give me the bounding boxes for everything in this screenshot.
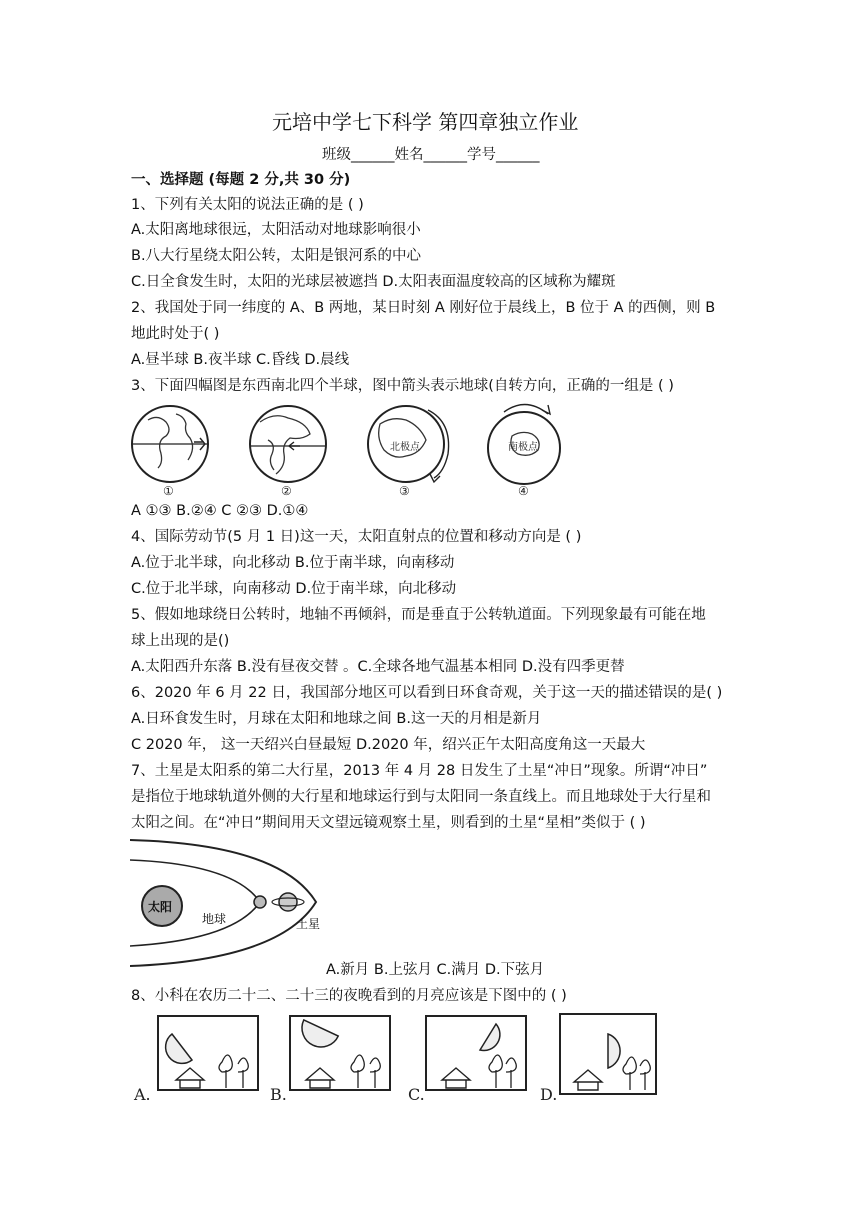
- fig-label-3: ③: [399, 484, 410, 498]
- fig3-north-pole-label: 北极点: [390, 442, 420, 453]
- moon-c-icon: [480, 1024, 500, 1050]
- q6-stem: 6、2020 年 6 月 22 日，我国部分地区可以看到日环食奇观，关于这一天的描述错误的是( ): [131, 685, 723, 701]
- q7-line2: 是指位于地球轨道外侧的大行星和地球运行到与太阳同一条直线上。而且地球处于大行星和: [131, 789, 711, 805]
- q1-option-b: B.八大行星绕太阳公转，太阳是银河系的中心: [131, 248, 422, 264]
- moon-b-icon: [296, 1020, 338, 1053]
- q3-stem: 3、下面四幅图是东西南北四个半球，图中箭头表示地球(自转方向，正确的一组是 ( ): [131, 378, 674, 394]
- q7-line1: 7、土星是太阳系的第二大行星，2013 年 4 月 28 日发生了土星“冲日”现象。所谓“冲日”: [131, 763, 708, 779]
- moon-scene-a: [133, 1016, 258, 1104]
- q2-options: A.昼半球 B.夜半球 C.昏线 D.晨线: [131, 352, 350, 368]
- q4-options-ab: A.位于北半球，向北移动 B.位于南半球，向南移动: [131, 555, 455, 571]
- moon-scene-b: [270, 1016, 390, 1104]
- q6-options-cd: C 2020 年， 这一天绍兴白昼最短 D.2020 年，绍兴正午太阳高度角这一天最大: [131, 737, 646, 753]
- fig-saturn-label: 土星: [296, 917, 321, 931]
- q1-option-a: A.太阳离地球很远，太阳活动对地球影响很小: [131, 222, 421, 238]
- fig-sun-label: 太阳: [148, 900, 173, 914]
- hemisphere-3-figure: [368, 406, 449, 498]
- scene-label-b: B.: [270, 1085, 287, 1104]
- fig-label-2: ②: [281, 484, 292, 498]
- hemisphere-1-figure: [132, 406, 208, 498]
- q5-options: A.太阳西升东落 B.没有昼夜交替 。C.全球各地气温基本相同 D.没有四季更替: [131, 659, 625, 675]
- q5-stem-line2: 球上出现的是(): [131, 633, 230, 649]
- scene-label-c: C.: [408, 1085, 425, 1104]
- fig-label-4: ④: [518, 484, 529, 498]
- q5-stem-line1: 5、假如地球绕日公转时，地轴不再倾斜，而是垂直于公转轨道面。下列现象最有可能在地: [131, 607, 706, 623]
- student-info: 班级______姓名______学号______: [322, 147, 540, 163]
- moon-scene-c: [408, 1016, 526, 1104]
- moon-scene-d: [540, 1014, 656, 1104]
- scene-label-a: A.: [134, 1085, 151, 1104]
- moon-d-icon: [608, 1034, 620, 1068]
- q7-options: A.新月 B.上弦月 C.满月 D.下弦月: [326, 962, 545, 978]
- q8-stem: 8、小科在农历二十二、二十三的夜晚看到的月亮应该是下图中的 ( ): [131, 988, 567, 1004]
- page-title: 元培中学七下科学 第四章独立作业: [272, 110, 579, 134]
- q2-stem-line2: 地此时处于( ): [131, 326, 220, 342]
- fig-label-1: ①: [163, 484, 174, 498]
- moon-a-icon: [166, 1034, 192, 1063]
- saturn-icon: [279, 893, 297, 911]
- q8-moon-scenes-figure: [130, 1010, 670, 1105]
- hemisphere-4-figure: [488, 404, 560, 498]
- q4-stem: 4、国际劳动节(5 月 1 日)这一天，太阳直射点的位置和移动方向是 ( ): [131, 529, 582, 545]
- q3-hemispheres-figure: [128, 402, 578, 500]
- section-heading: 一、选择题 (每题 2 分,共 30 分): [131, 172, 351, 188]
- q7-line3: 太阳之间。在“冲日”期间用天文望远镜观察土星，则看到的土星“星相”类似于 ( ): [131, 815, 646, 831]
- scene-label-d: D.: [540, 1085, 558, 1104]
- q6-options-ab: A.日环食发生时，月球在太阳和地球之间 B.这一天的月相是新月: [131, 711, 542, 727]
- fig-earth-label: 地球: [202, 912, 227, 926]
- fig4-south-pole-label: 南极点: [508, 442, 538, 453]
- q1-options-cd: C.日全食发生时，太阳的光球层被遮挡 D.太阳表面温度较高的区域称为耀斑: [131, 274, 616, 290]
- q2-stem-line1: 2、我国处于同一纬度的 A、B 两地，某日时刻 A 刚好位于晨线上，B 位于 A 的西侧，则 B: [131, 300, 716, 316]
- q4-options-cd: C.位于北半球，向南移动 D.位于南半球，向北移动: [131, 581, 457, 597]
- hemisphere-2-figure: [250, 406, 326, 498]
- q1-stem: 1、下列有关太阳的说法正确的是 ( ): [131, 197, 364, 213]
- q7-orbit-figure: [130, 836, 340, 972]
- earth-icon: [254, 896, 266, 908]
- q3-options: A ①③ B.②④ C ②③ D.①④: [131, 503, 309, 519]
